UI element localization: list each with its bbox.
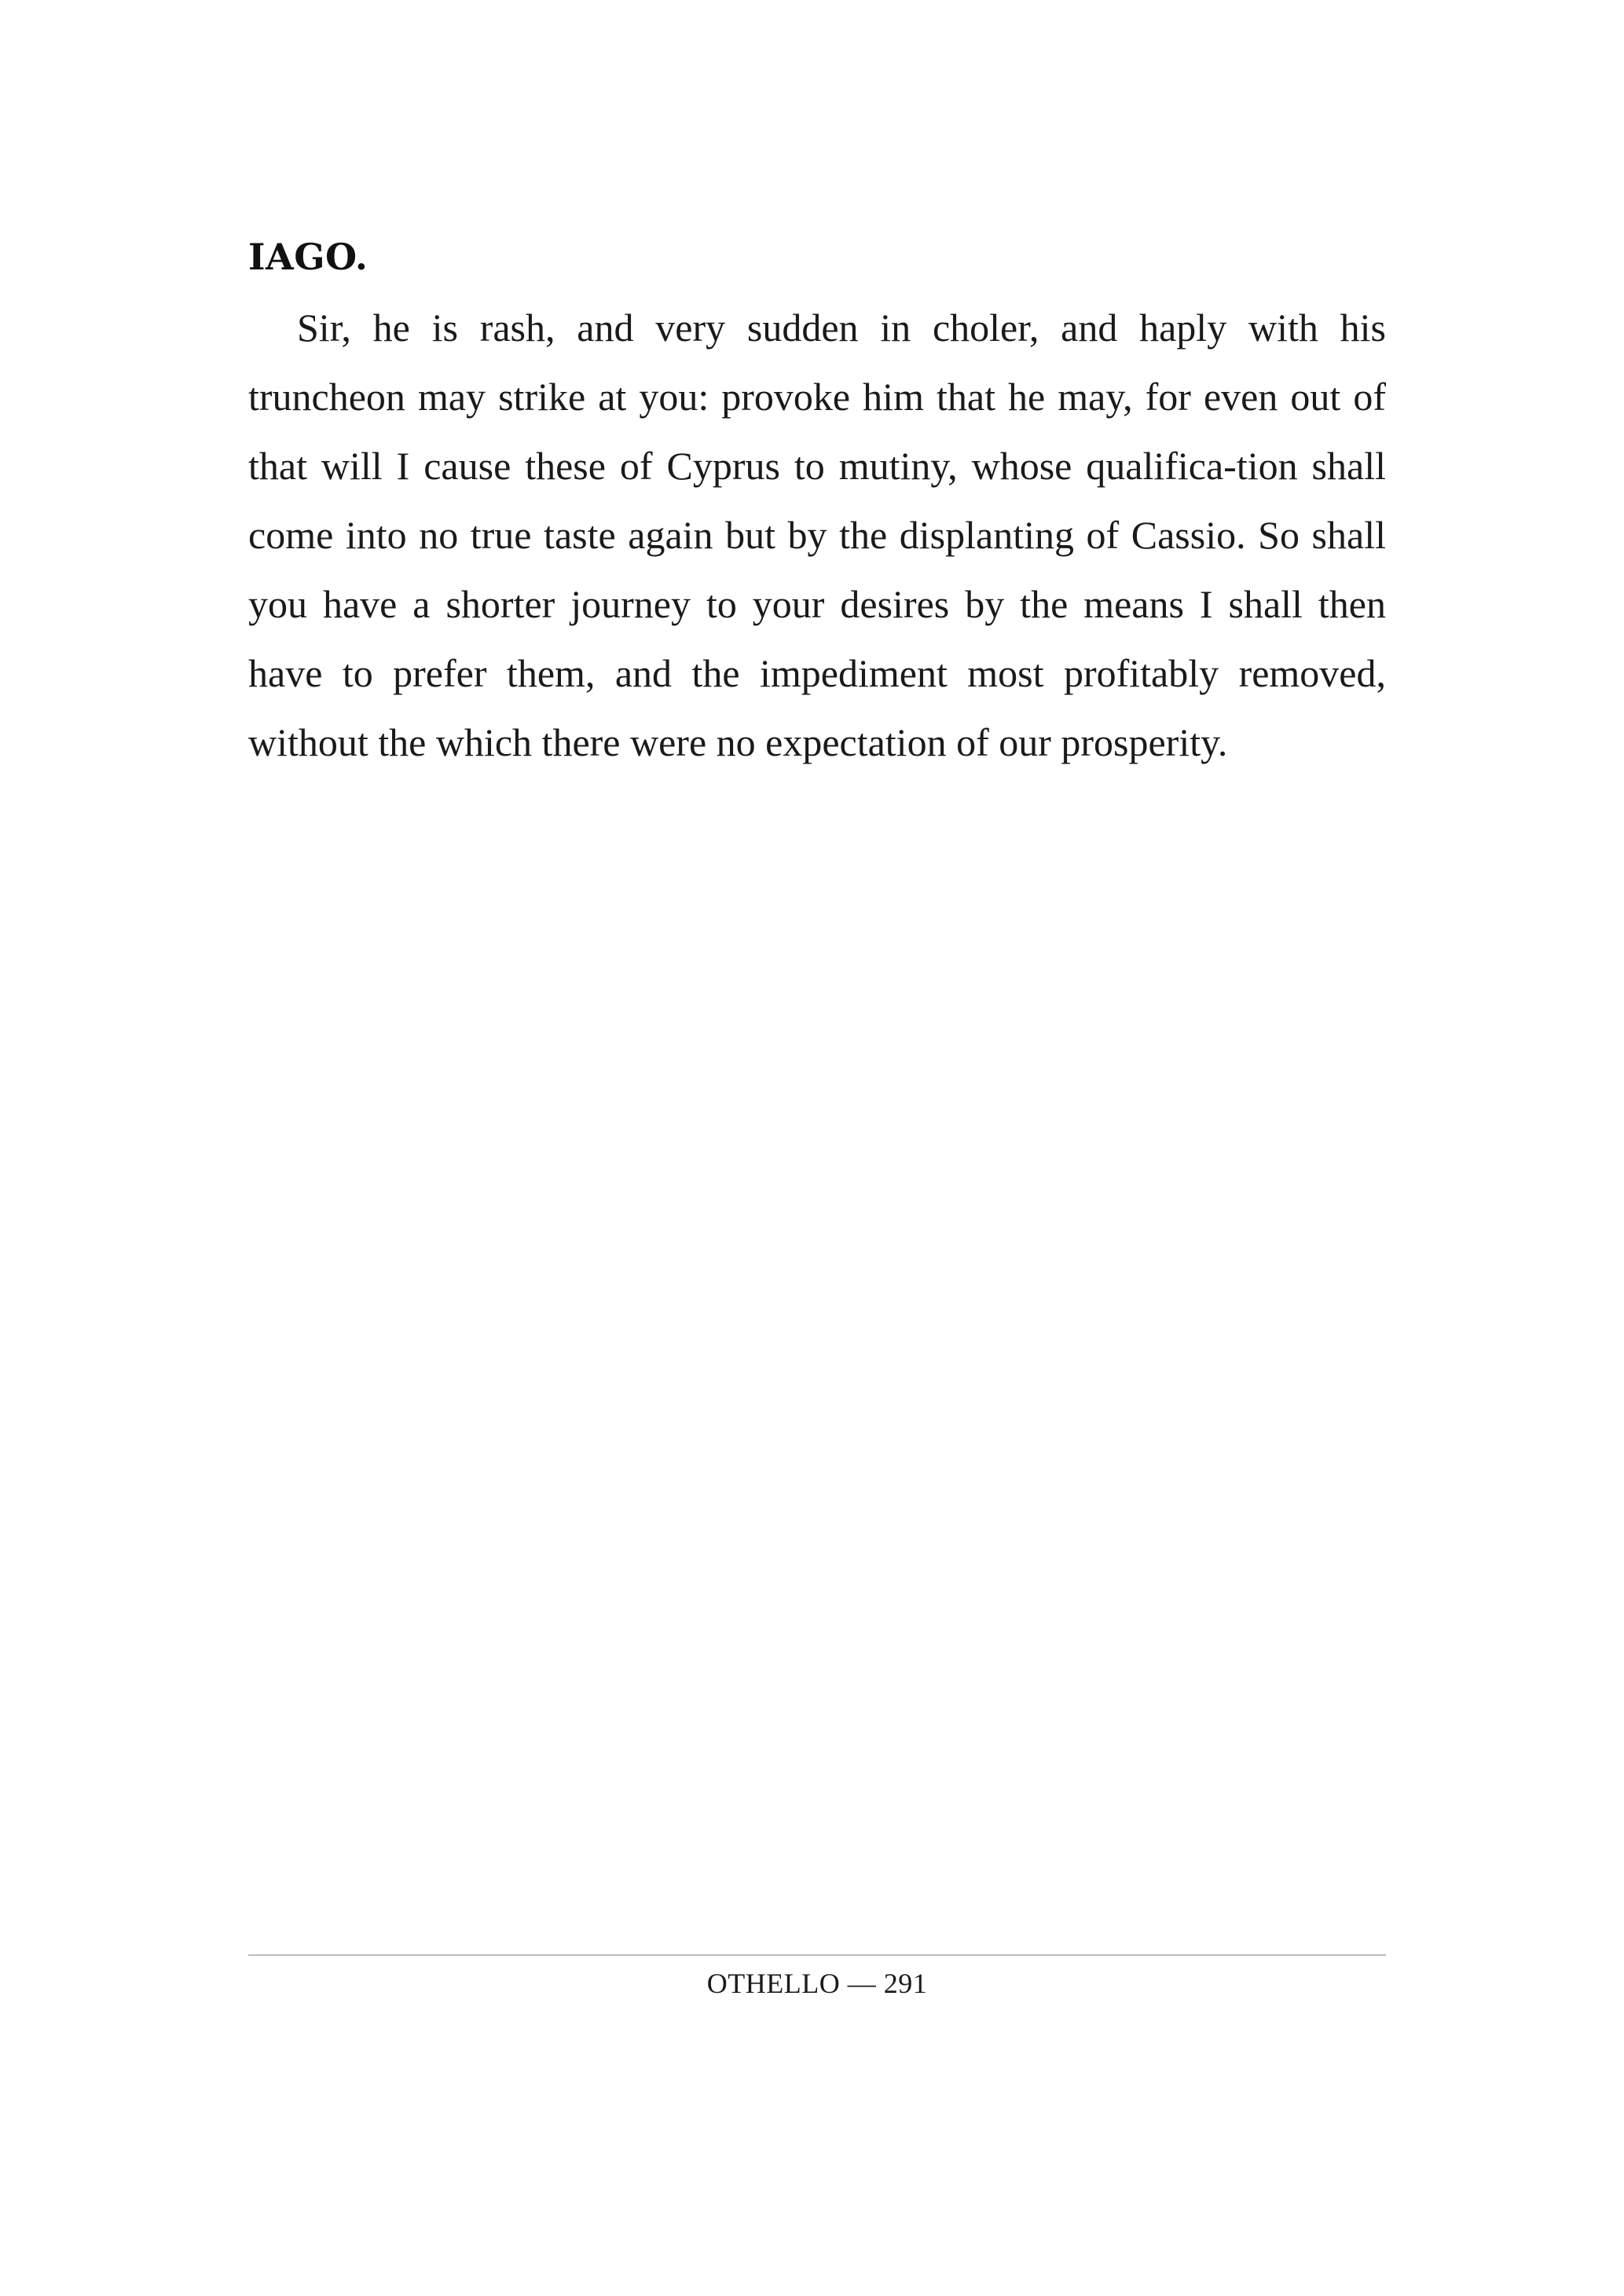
main-content: [248, 236, 1386, 777]
footer-divider: [248, 1954, 1386, 1956]
speaker-name: IAGO.: [248, 236, 368, 278]
footer-running-title: OTHELLO — 291: [706, 1968, 928, 1999]
page-footer: [248, 1954, 1386, 2000]
speech-paragraph: Sir, he is rash, and very sudden in choler, and haply with his truncheon may strike at you: provoke him that he may, for even out of that will I cause these of Cyprus to mutiny, whose qualifica-tion shall come into no true taste again but by the displanting of Cassio. So shall you have a shorter journey to your desires by the means I shall then have to prefer them, and the impediment most profitably removed, without the which there were no expectation of our prosperity.: [248, 306, 1386, 765]
